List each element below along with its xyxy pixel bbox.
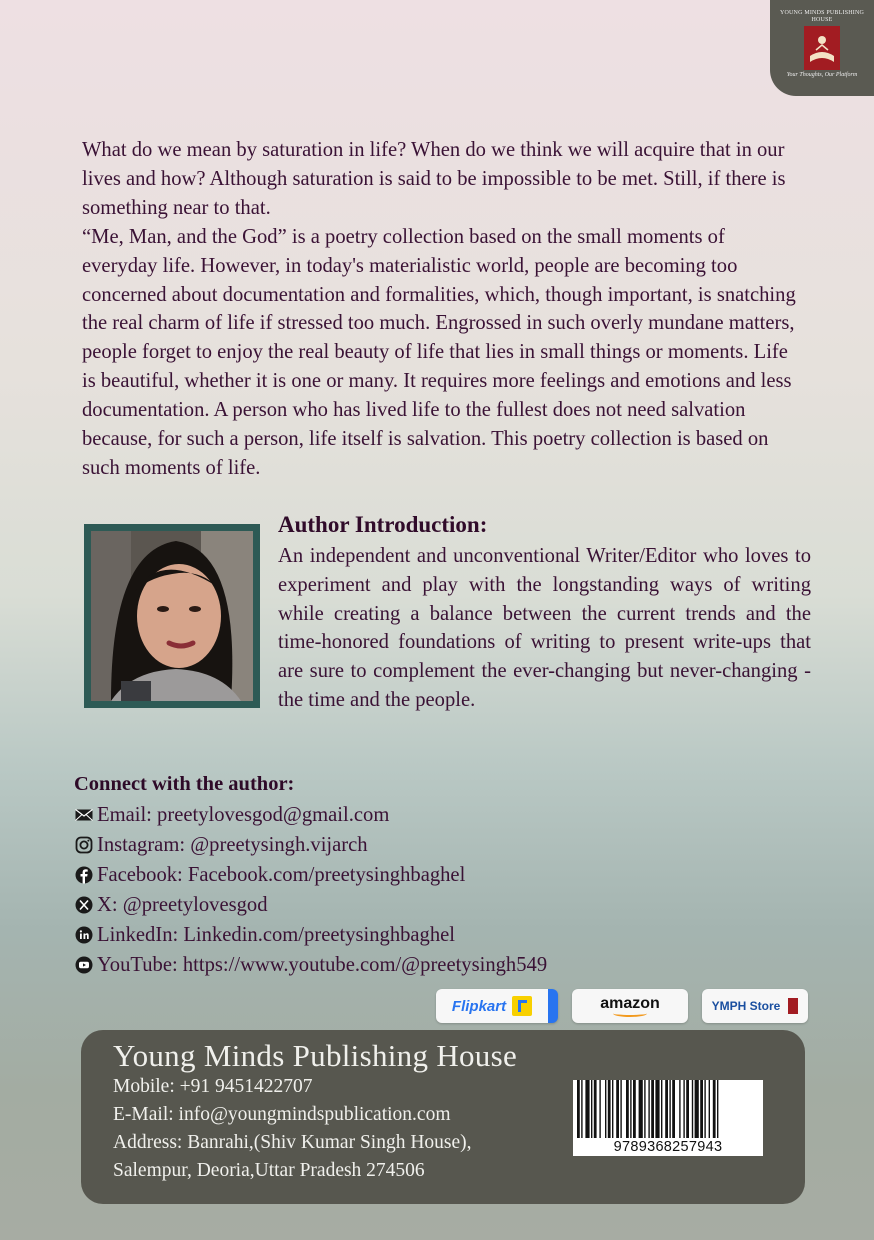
barcode-bar [644,1080,645,1138]
instagram-icon [74,836,93,855]
publisher-logo-mark [804,26,840,70]
ymph-logo-icon [788,998,798,1014]
barcode-bars [577,1080,759,1138]
publisher-logo-badge [770,0,874,96]
isbn-number: 9789368257943 [613,1139,723,1155]
barcode-bar [581,1080,582,1138]
barcode-bar [709,1080,710,1138]
barcode-bar [683,1080,684,1138]
amazon-smile-icon [613,1010,647,1017]
contact-x-text: X: @preetylovesgod [97,893,268,916]
author-intro-heading: Author Introduction: [278,512,488,537]
x-icon [74,896,93,915]
contact-facebook[interactable] [74,860,547,890]
barcode-bar [648,1080,649,1138]
amazon-label: amazon [600,995,660,1012]
barcode-bar [605,1080,606,1138]
barcode-bar [608,1080,611,1138]
barcode-bar [655,1080,659,1138]
publisher-address-line-2: Salempur, Deoria,Uttar Pradesh 274506 [113,1160,425,1181]
barcode-bar [620,1080,621,1138]
contact-list [74,800,547,980]
contact-email-text: Email: preetylovesgod@gmail.com [97,803,390,826]
contact-email[interactable] [74,800,547,830]
flipkart-store-button[interactable] [436,989,558,1023]
barcode-bar [599,1080,600,1138]
barcode-bar [616,1080,619,1138]
contact-instagram[interactable] [74,830,547,860]
contact-youtube[interactable] [74,950,547,980]
connect-heading: Connect with the author: [74,773,295,795]
contact-facebook-text: Facebook: Facebook.com/preetysinghbaghel [97,863,466,886]
publisher-logo-name: YOUNG MINDS PUBLISHING HOUSE [779,10,865,23]
barcode-bar [661,1080,662,1138]
publisher-name: Young Minds Publishing House [113,1038,518,1073]
publisher-address-line-1: Address: Banrahi,(Shiv Kumar Singh House), [113,1132,472,1153]
store-links [436,989,808,1023]
barcode-bar [704,1080,705,1138]
blurb-paragraph-2: “Me, Man, and the God” is a poetry collection based on the small moments of everyday life. However, in today's materialistic world, people are becoming too concerned about documentation and formalities, which, though important, is snatching the real charm of life if stressed too much. Engrossed in such overly mundane matters, people forget to enjoy the real beauty of life that lies in small things or moments. Life is beautiful, whether it is one or many. It requires more feelings and emotions and less documentation. A person who has lived life to the fullest does not need salvation because, for such a person, life itself is salvation. This poetry collection is based on such moments of life. [82,225,796,479]
contact-linkedin-text: LinkedIn: Linkedin.com/preetysinghbaghel [97,923,456,946]
author-intro-text: An independent and unconventional Writer/Editor who loves to experiment and play with the longstanding ways of writing while creating a balance between the current trends and the time-honored foundations of writing to present write-ups that are sure to complement the ever-changing but never-changing - the time and the people. [278,545,811,711]
author-photo [91,531,253,701]
isbn-barcode [573,1080,763,1156]
barcode-bar [672,1080,675,1138]
publisher-footer [81,1030,805,1204]
barcode-bar [679,1080,680,1138]
barcode-bar [692,1080,693,1138]
contact-instagram-text: Instagram: @preetysingh.vijarch [97,833,368,856]
ymph-label: YMPH Store [711,999,781,1013]
barcode-bar [612,1080,613,1138]
facebook-icon [74,866,93,885]
blurb-paragraph-1: What do we mean by saturation in life? When do we think we will acquire that in our lives and how? Although saturation is said to be impossible to be met. Still, if there is something near to that. [82,139,786,219]
publisher-mobile: Mobile: +91 9451422707 [113,1076,313,1097]
barcode-bar [695,1080,699,1138]
contact-x[interactable] [74,890,547,920]
publisher-logo-tagline: Your Thoughts, Our Platform [786,72,858,78]
ymph-store-button[interactable] [702,989,808,1023]
barcode-bar [669,1080,670,1138]
contact-linkedin[interactable] [74,920,547,950]
barcode-bar [700,1080,703,1138]
flipkart-bag-icon [512,996,532,1016]
barcode-bar [626,1080,629,1138]
barcode-bar [686,1080,689,1138]
barcode-bar [591,1080,592,1138]
mail-icon [74,806,93,825]
youtube-icon [74,956,93,975]
barcode-bar [665,1080,668,1138]
barcode-bar [651,1080,654,1138]
barcode-bar [630,1080,631,1138]
barcode-bar [633,1080,636,1138]
author-photo-frame [84,524,260,708]
barcode-bar [717,1080,718,1138]
publisher-email: E-Mail: info@youngmindspublication.com [113,1104,451,1125]
barcode-bar [577,1080,580,1138]
book-blurb [82,136,802,483]
barcode-bar [713,1080,716,1138]
barcode-bar [585,1080,589,1138]
barcode-bar [594,1080,597,1138]
amazon-store-button[interactable] [572,989,688,1023]
linkedin-icon [74,926,93,945]
barcode-bar [639,1080,643,1138]
flipkart-label: Flipkart [451,997,507,1015]
contact-youtube-text: YouTube: https://www.youtube.com/@preetysingh549 [97,953,548,976]
